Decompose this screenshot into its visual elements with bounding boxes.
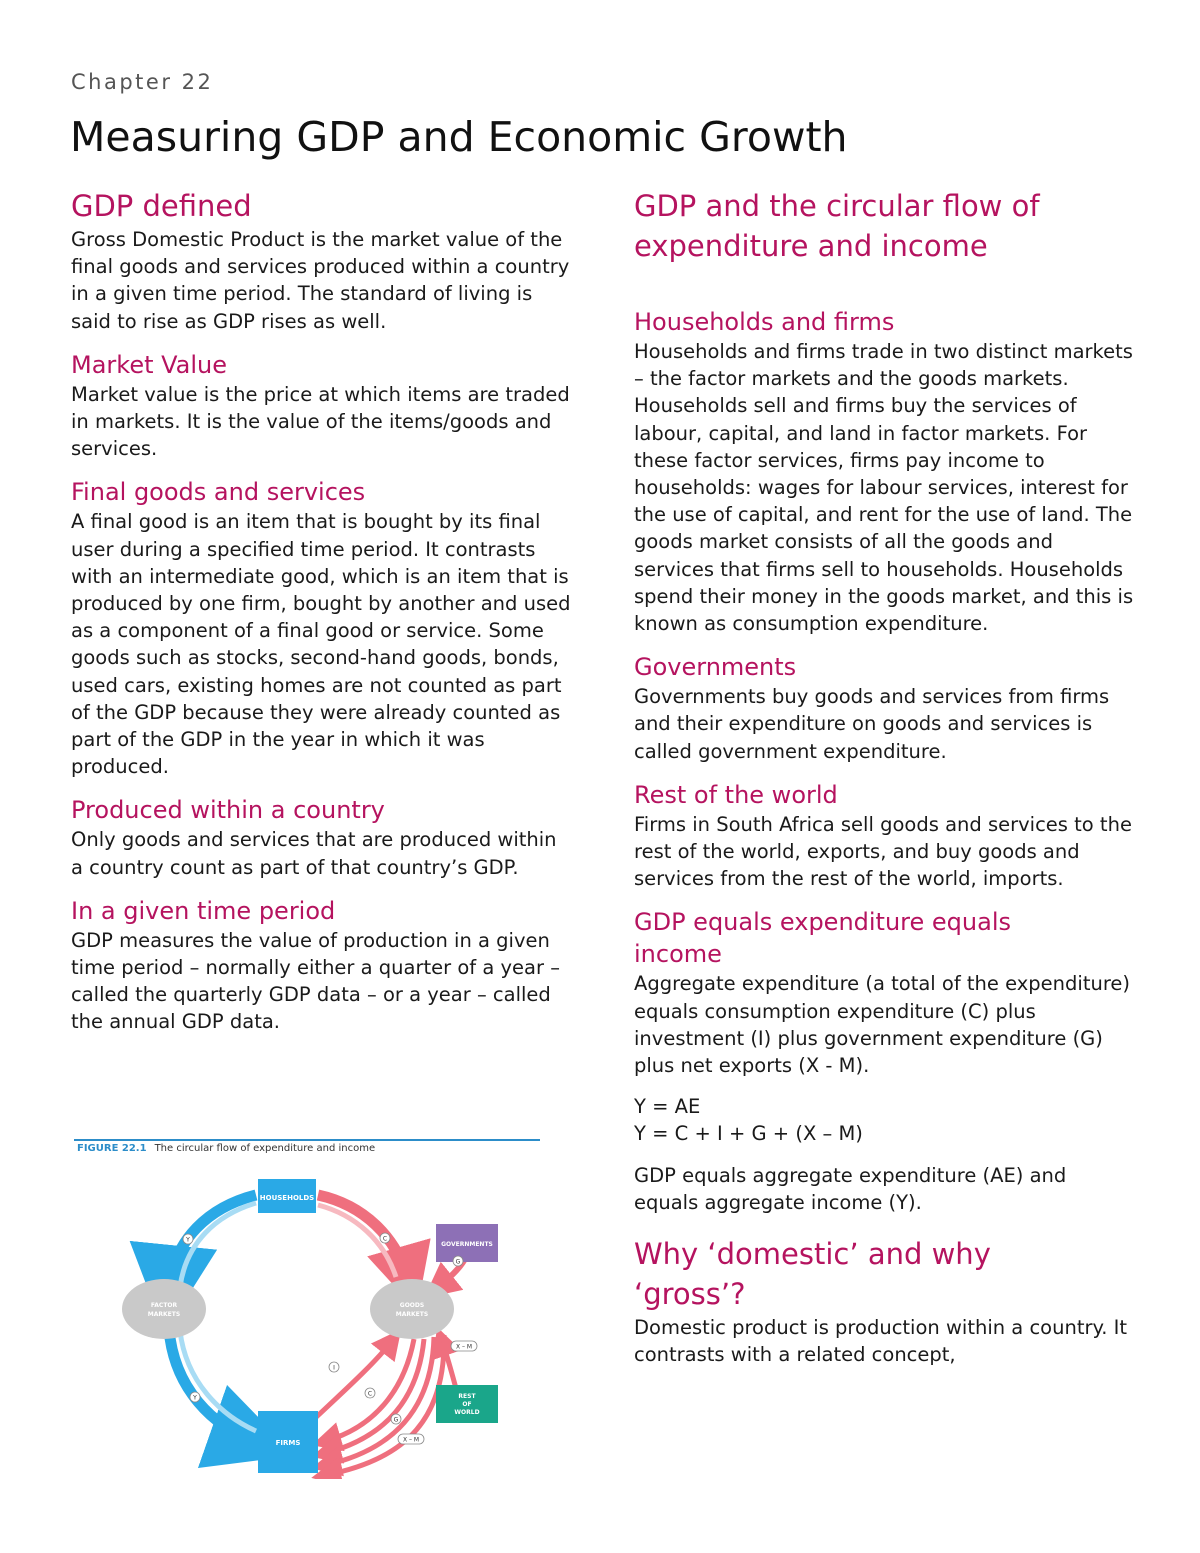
heading-households-firms: Households and firms [634,308,895,336]
text-why-domestic: Domestic product is production within a country. It contrasts with a related concept, [634,1316,1128,1367]
figure-caption-text: The circular flow of expenditure and income [154,1143,376,1154]
label-c-text: C [382,1235,388,1243]
heading-why-domestic-1: Why ‘domestic’ and why [634,1237,991,1272]
label-g [453,1256,463,1266]
label-xm-lower-text: X – M [402,1436,420,1444]
page-title: Measuring GDP and Economic Growth [70,113,848,161]
goods-markets-label-2: MARKETS [395,1311,429,1318]
label-xm-right [451,1341,477,1351]
circular-flow-diagram [74,1159,540,1479]
goods-markets-label-1: GOODS [399,1302,425,1309]
heading-circular-flow-2: expenditure and income [634,229,988,263]
label-g-lower-text: G [393,1416,399,1424]
factor-markets-ellipse [122,1279,206,1339]
heading-gdp-equals-2: income [634,940,722,969]
goods-markets-ellipse [370,1279,454,1339]
equation-y-ae: Y = AE [634,1095,701,1119]
firms-label: FIRMS [275,1439,301,1447]
factor-markets-label-2: MARKETS [147,1311,181,1318]
text-market-value: Market value is the price at which items are traded in markets. It is the value of the items/goods and services. [71,382,570,461]
text-gdp-equals-2: GDP equals aggregate expenditure (AE) and equals aggregate income (Y). [634,1163,1067,1214]
figure-rule [74,1139,540,1141]
governments-label: GOVERNMENTS [441,1241,493,1248]
label-i-text: I [333,1364,335,1372]
label-y-top [183,1234,193,1244]
heading-final-goods: Final goods and services [71,478,366,507]
label-i [329,1362,339,1372]
circular-flow-figure [74,1135,540,1480]
label-c-lower [365,1388,375,1398]
heading-why-domestic-2: ‘gross’? [634,1277,746,1312]
heading-market-value: Market Value [71,350,228,379]
heading-gdp-defined: GDP defined [71,189,252,223]
heading-produced-within: Produced within a country [71,796,385,825]
label-y-bottom [190,1392,200,1402]
figure-caption [77,1143,375,1154]
label-g-text: G [455,1258,461,1266]
text-produced-within: Only goods and services that are produced within a country count as part of that country’s GDP. [71,828,557,879]
rest-of-world-label-2: OF [462,1401,472,1408]
text-time-period: GDP measures the value of production in a given time period – normally either a quarter of a year – called the quarterly GDP data – or a year – called the annual GDP data. [71,928,560,1034]
text-final-goods: A final good is an item that is bought by its final user during a specified time period. It contrasts with an intermediate good, which is an item that is produced by one firm, bought by another and used as a component of a final good or service. Some goods such as stocks, second-hand goods, bonds, used cars, existing homes are not counted as part of the GDP because they were already counted as part of the GDP in the year in which it was produced. [71,510,571,779]
figure-number: FIGURE 22.1 [77,1143,147,1154]
text-households-firms: Households and firms trade in two distinct markets – the factor markets and the goods markets. Households sell and firms buy the services of labour, capital, and land in factor markets. For these factor services, firms pay income to households: wages for labour services, interest for the use of capital, and rent for the use of land. The goods market consists of all the goods and services that firms sell to households. Households spend their money in the goods market, and this is known as consumption expenditure. [634,340,1134,636]
label-c-lower-text: C [367,1390,373,1398]
equation-y-components: Y = C + I + G + (X – M) [634,1122,863,1146]
factor-markets-label-1: FACTOR [150,1302,178,1309]
heading-time-period: In a given time period [71,896,336,925]
households-label: HOUSEHOLDS [259,1194,315,1202]
right-column [634,186,1134,1368]
heading-rest-of-world: Rest of the world [634,780,838,809]
label-g-lower [391,1414,401,1424]
heading-gdp-equals-1: GDP equals expenditure equals [634,908,1012,937]
chapter-label: Chapter 22 [71,70,214,94]
rest-of-world-label-3: WORLD [454,1409,480,1416]
text-governments: Governments buy goods and services from firms and their expenditure on goods and services is called government expenditure. [634,685,1110,763]
text-gdp-equals: Aggregate expenditure (a total of the expenditure) equals consumption expenditure (C) plus investment (I) plus government expenditure (G) plus net exports (X - M). [634,972,1131,1078]
heading-circular-flow-1: GDP and the circular flow of [634,189,1040,223]
left-column [71,186,571,1036]
label-xm-lower [398,1434,424,1444]
rest-of-world-label-1: REST [458,1393,476,1400]
text-gdp-defined: Gross Domestic Product is the market value of the final goods and services produced within a country in a given time period. The standard of living is said to rise as GDP rises as well. [71,228,570,333]
label-y-top-text: Y [186,1236,190,1244]
heading-governments: Governments [634,653,797,682]
label-c [380,1233,390,1243]
label-xm-right-text: X – M [455,1343,473,1351]
text-rest-of-world: Firms in South Africa sell goods and services to the rest of the world, exports, and buy goods and services from the rest of the world, imports. [634,812,1132,891]
label-y-bottom-text: Y [193,1394,197,1402]
